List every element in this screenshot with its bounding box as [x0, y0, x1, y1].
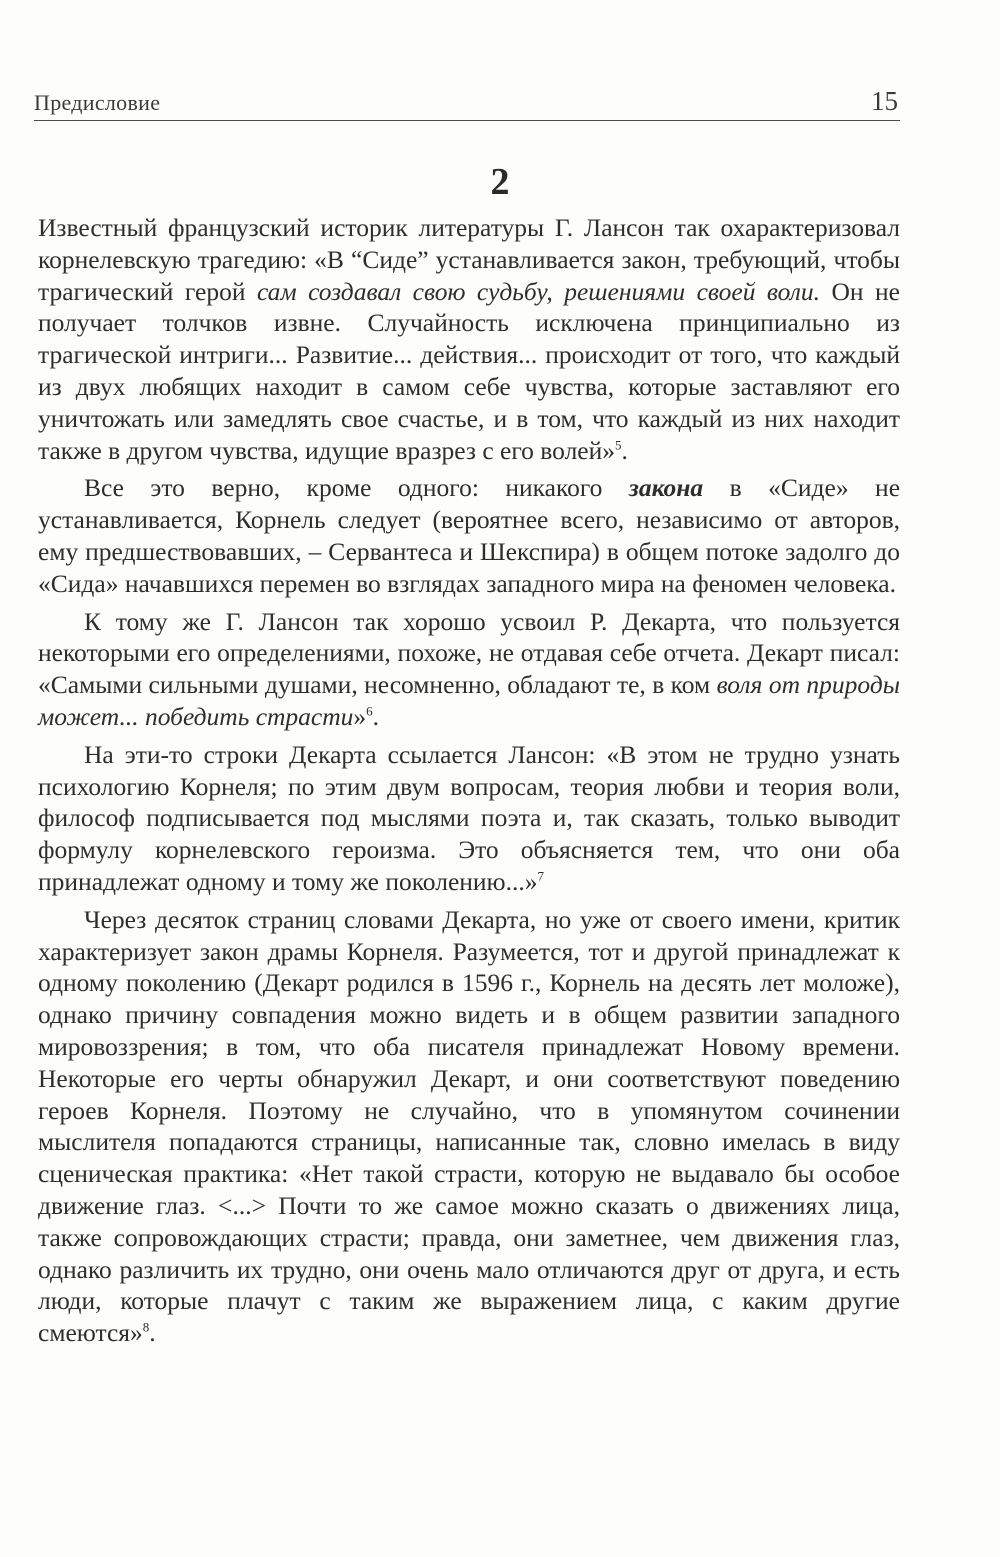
paragraph-3-text-c: »: [353, 701, 367, 731]
paragraph-5-end: .: [149, 1318, 156, 1348]
footnote-ref-6: 6: [366, 703, 373, 719]
paragraph-3-end: .: [372, 701, 380, 731]
running-title: Предисловие: [34, 90, 161, 115]
paragraph-1-italic: сам создавал свою судьбу, решениями своей воли.: [256, 276, 821, 306]
paragraph-5: [38, 904, 900, 1349]
body-text: [38, 212, 900, 1355]
running-header: [34, 84, 900, 121]
paragraph-3-text-a: К тому же Г. Лансон так хорошо усвоил Р. Декарта, что пользуется некоторыми его определениями, похоже, не отдавая себе отчета. Декарт писал: «Самыми сильными душами, несомненно, обладают те, в ком: [38, 606, 900, 700]
section-number: 2: [490, 161, 510, 203]
paragraph-2: [38, 472, 900, 599]
paragraph-3: [38, 606, 900, 733]
paragraph-1-text-a: Известный французский историк литературы Г. Лансон так охарактеризовал корнелевскую трагедию: «В “Сиде” устанавливается закон, требующий, чтобы трагический герой: [38, 213, 900, 306]
paragraph-1-text-c: Он не получает толчков извне. Случайность исключена принципиально из трагической интриги... Развитие... действия... происходит от того, что каждый из двух любящих находит в самом себе чувства, которые заставляют его уничтожать или замедлять свое счастье, и в том, что каждый из них находит также в другом чувства, идущие вразрез с его волей»: [38, 276, 900, 465]
paragraph-1: [38, 212, 900, 466]
paragraph-1-end: .: [621, 435, 628, 465]
paragraph-2-text-a: Все это верно, кроме одного: никакого: [84, 473, 629, 503]
footnote-ref-8: 8: [142, 1319, 150, 1335]
footnote-ref-7: 7: [537, 868, 544, 884]
footnote-ref-5: 5: [615, 437, 622, 453]
paragraph-3-italic: воля от природы может... победить страсти: [38, 670, 900, 731]
paragraph-4-text-a: На эти-то строки Декарта ссылается Лансон: «В этом не трудно узнать психологию Корнеля; по этим двум вопросам, теория любви и теория воли, философ подписывается под мыслями поэта и, так сказать, только выводит формулу корнелевского героизма. Это объясняется тем, что они оба принадлежат одному и тому же поколению...»: [38, 739, 900, 896]
paragraph-2-emphasis: закона: [628, 473, 704, 503]
paragraph-5-text-a: Через десяток страниц словами Декарта, но уже от своего имени, критик характеризует закон драмы Корнеля. Разумеется, тот и другой принадлежат к одному поколению (Декарт родился в 1596 г., Корнель на десять лет моложе), однако причину совпадения можно видеть и в общем развитии западного мировоззрения; в том, что оба писателя принадлежат Новому времени. Некоторые его черты обнаружил Декарт, и они соответствуют поведению героев Корнеля. Поэтому не случайно, что в упомянутом сочинении мыслителя попадаются страницы, написанные так, словно имелась в виду сценическая практика: «Нет такой страсти, которую не выдавало бы особое движение глаз. <...> Почти то же самое можно сказать о движениях лица, также сопровождающих страсти; правда, они заметнее, чем движения глаз, однако различить их трудно, они очень мало отличаются друг от друга, и есть люди, которые плачут с таким же выражением лица, с каким другие смеются»: [38, 904, 900, 1348]
paragraph-4: [38, 739, 900, 898]
page-number: 15: [871, 86, 898, 116]
paragraph-2-text-c: в «Сиде» не устанавливается, Корнель следует (вероятнее всего, независимо от авторов, ему предшествовавших, – Сервантеса и Шекспира) в общем потоке задолго до «Сида» начавшихся перемен во взглядах западного мира на феномен человека.: [38, 473, 901, 598]
